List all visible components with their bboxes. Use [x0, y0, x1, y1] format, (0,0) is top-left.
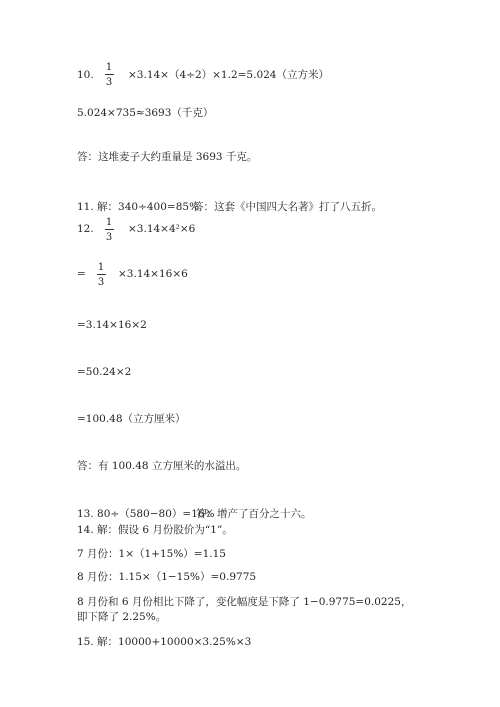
q15-solution: 15. 解：10000+10000×3.25%×3	[77, 636, 252, 648]
q10-expression: ×3.14×（4÷2）×1.2=5.024（立方米）	[128, 69, 329, 81]
q10-fraction	[104, 62, 114, 88]
q14-comparison: 8 月份和 6 月份相比下降了，变化幅度是下降了 1−0.9775=0.0225，即下降了 2.25%。	[77, 596, 412, 623]
q12-fraction-2-denominator: 3	[97, 277, 105, 288]
q12-step4: =50.24×2	[77, 366, 132, 378]
q14-july: 7 月份：1×（1+15%）=1.15	[77, 548, 226, 560]
q10-step2: 5.024×735≈3693（千克）	[77, 107, 214, 119]
q11-answer: 答：这套《中国四大名著》打了八五折。	[193, 201, 382, 213]
fraction-bar	[97, 274, 106, 275]
q10-number: 10.	[77, 69, 94, 81]
q12-number: 12.	[77, 223, 94, 235]
q12-fraction-numerator: 1	[105, 217, 113, 228]
q14-assumption: 14. 解：假设 6 月份股价为“1”。	[77, 524, 233, 536]
q12-fraction	[104, 217, 114, 243]
q12-equals-sign: =	[77, 268, 86, 280]
fraction-bar	[105, 229, 114, 230]
q10-fraction-numerator: 1	[105, 62, 113, 73]
q13-solution: 13. 80÷（580−80）=16%	[77, 508, 215, 520]
q10-answer: 答：这堆麦子大约重量是 3693 千克。	[77, 151, 258, 163]
q10-fraction-denominator: 3	[105, 77, 113, 88]
q14-august: 8 月份：1.15×（1−15%）=0.9775	[77, 571, 257, 583]
q13-answer: 答：增产了百分之十六。	[196, 508, 312, 520]
q12-expression: ×3.14×4²×6	[128, 223, 196, 235]
fraction-bar	[105, 74, 114, 75]
q12-fraction-2	[96, 262, 106, 288]
q12-fraction-2-numerator: 1	[97, 262, 105, 273]
q11-solution: 11. 解：340÷400=85%	[77, 201, 200, 213]
q12-answer: 答：有 100.48 立方厘米的水溢出。	[77, 460, 247, 472]
q12-fraction-denominator: 3	[105, 232, 113, 243]
q12-step3: =3.14×16×2	[77, 319, 147, 331]
q12-step5: =100.48（立方厘米）	[77, 413, 186, 425]
q12-step2: ×3.14×16×6	[118, 268, 188, 280]
